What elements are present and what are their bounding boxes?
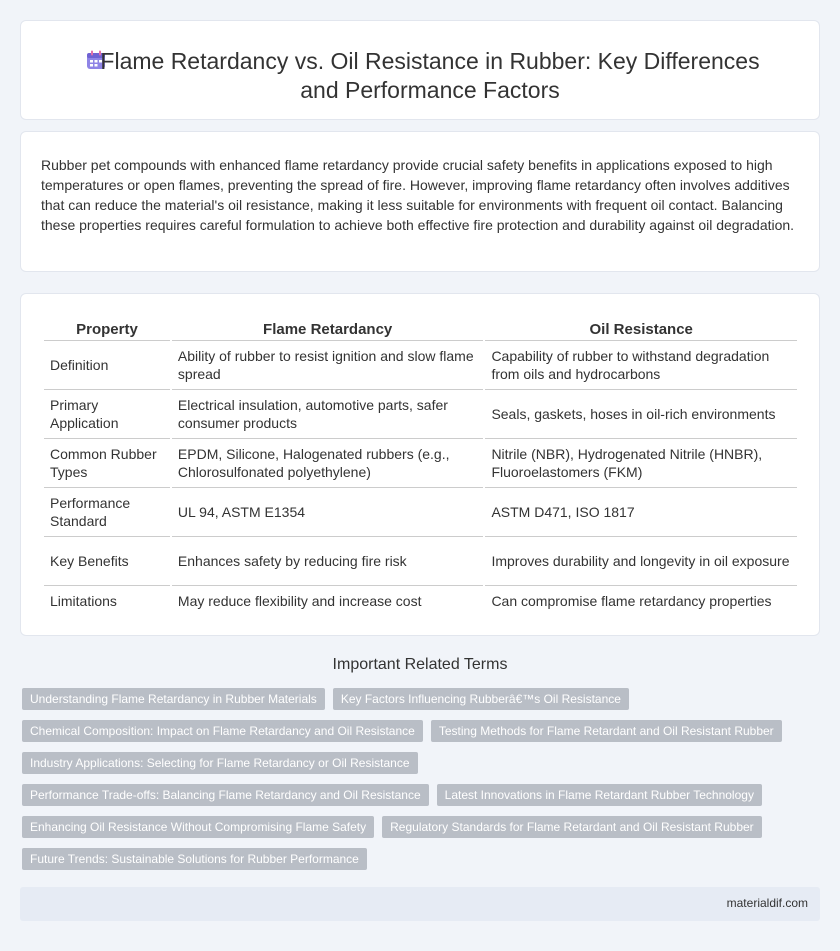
property-cell: Primary Application xyxy=(44,390,170,439)
footer xyxy=(20,887,820,921)
property-cell: Definition xyxy=(44,341,170,390)
related-term-tag[interactable]: Key Factors Influencing Rubberâ€™s Oil Resistance xyxy=(333,688,629,710)
oil-resistance-cell: Can compromise flame retardancy properties xyxy=(491,593,772,609)
page-title: Flame Retardancy vs. Oil Resistance in Rubber: Key Differences and Performance Factors xyxy=(100,48,760,103)
related-term-tag[interactable]: Latest Innovations in Flame Retardant Rubber Technology xyxy=(437,784,762,806)
flame-retardancy-cell: EPDM, Silicone, Halogenated rubbers (e.g., Chlorosulfonated polyethylene) xyxy=(172,439,484,488)
property-cell: Performance Standard xyxy=(44,488,170,537)
related-terms-list xyxy=(22,688,812,870)
oil-resistance-cell: Nitrile (NBR), Hydrogenated Nitrile (HNBR), Fluoroelastomers (FKM) xyxy=(485,439,797,488)
table-header-row xyxy=(44,315,797,341)
column-header: Flame Retardancy xyxy=(172,315,484,341)
flame-retardancy-cell: UL 94, ASTM E1354 xyxy=(172,488,484,537)
table-row xyxy=(44,390,797,439)
related-term-tag[interactable]: Industry Applications: Selecting for Flame Retardancy or Oil Resistance xyxy=(22,752,418,774)
table-row xyxy=(44,439,797,488)
oil-resistance-cell: Improves durability and longevity in oil exposure xyxy=(485,537,797,586)
related-term-tag[interactable]: Testing Methods for Flame Retardant and Oil Resistant Rubber xyxy=(431,720,782,742)
property-cell: Common Rubber Types xyxy=(44,439,170,488)
table-row xyxy=(44,341,797,390)
flame-retardancy-cell: Electrical insulation, automotive parts, safer consumer products xyxy=(172,390,484,439)
comparison-table-card xyxy=(20,293,820,636)
flame-retardancy-cell: Ability of rubber to resist ignition and slow flame spread xyxy=(172,341,484,390)
related-term-tag[interactable]: Understanding Flame Retardancy in Rubber Materials xyxy=(22,688,325,710)
related-term-tag[interactable]: Enhancing Oil Resistance Without Compromising Flame Safety xyxy=(22,816,374,838)
oil-resistance-cell: Capability of rubber to withstand degradation from oils and hydrocarbons xyxy=(485,341,797,390)
related-term-tag[interactable]: Future Trends: Sustainable Solutions for Rubber Performance xyxy=(22,848,367,870)
site-name[interactable]: materialdif.com xyxy=(726,896,808,910)
table-row xyxy=(44,537,797,586)
comparison-table xyxy=(42,315,799,616)
flame-retardancy-cell: May reduce flexibility and increase cost xyxy=(177,593,422,609)
table-row xyxy=(44,488,797,537)
property-cell: Key Benefits xyxy=(44,537,170,586)
oil-resistance-cell: Seals, gaskets, hoses in oil-rich environments xyxy=(485,390,797,439)
flame-retardancy-cell: Enhances safety by reducing fire risk xyxy=(172,537,484,586)
column-header: Oil Resistance xyxy=(485,315,797,341)
intro-card xyxy=(20,131,820,272)
oil-resistance-cell: ASTM D471, ISO 1817 xyxy=(485,488,797,537)
related-term-tag[interactable]: Chemical Composition: Impact on Flame Retardancy and Oil Resistance xyxy=(22,720,423,742)
related-terms-heading: Important Related Terms xyxy=(332,656,508,673)
property-cell: Limitations xyxy=(50,593,117,609)
column-header: Property xyxy=(44,315,170,341)
table-row xyxy=(44,586,797,616)
header-card xyxy=(20,20,820,120)
related-term-tag[interactable]: Performance Trade-offs: Balancing Flame Retardancy and Oil Resistance xyxy=(22,784,429,806)
related-term-tag[interactable]: Regulatory Standards for Flame Retardant and Oil Resistant Rubber xyxy=(382,816,762,838)
intro-paragraph: Rubber pet compounds with enhanced flame retardancy provide crucial safety benefits in applications exposed to high temperatures or open flames, preventing the spread of fire. However, improving flame retardancy often involves additives that can reduce the material's oil resistance, making it less suitable for environments with frequent oil contact. Balancing these properties requires careful formulation to achieve both effective fire protection and durability against oil degradation. xyxy=(41,157,795,233)
